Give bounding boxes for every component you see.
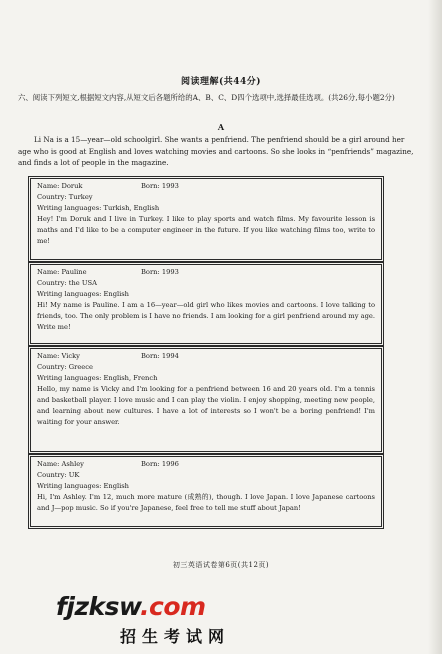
section-title: 阅读理解(共44分) [180, 77, 262, 87]
profile-name: Name: Ashley [37, 460, 84, 468]
watermark-subtitle: 招生考试网 [120, 627, 231, 646]
profile-country: Country: the USA [37, 279, 97, 287]
profile-card-vicky [30, 348, 382, 452]
profile-born: Born: 1996 [141, 460, 179, 468]
passage-letter: A [217, 122, 225, 132]
profile-text: Hey! I'm Doruk and I live in Turkey. I like to play sports and watch films. My favourite lesson is maths and I'd like to be a computer engineer in the future. If you like watching films too, write to me! [37, 215, 375, 245]
profile-country: Country: Turkey [37, 193, 93, 201]
profile-header [37, 267, 375, 278]
profile-card-doruk [30, 178, 382, 260]
profile-text: Hi! My name is Pauline. I am a 16—year—old girl who likes movies and cartoons. I love talking to friends, too. The only problem is I have no friends. I am looking for a girl penfriend around my age. Write me! [37, 301, 375, 331]
profile-country: Country: UK [37, 471, 80, 479]
profile-born: Born: 1994 [141, 352, 179, 360]
profile-header [37, 181, 375, 192]
profile-text: Hello, my name is Vicky and I'm looking for a penfriend between 16 and 20 years old. I'm a tennis and basketball player. I love music and I can play the violin. I enjoy shopping, meeting new people, and learning about new cultures. I have a lot of interests so I won't be a boring penfriend! I'm waiting for your answer. [37, 385, 375, 426]
profile-languages: Writing languages: English, French [37, 374, 158, 382]
profile-name: Name: Pauline [37, 268, 87, 276]
profile-born: Born: 1993 [141, 182, 179, 190]
profile-born: Born: 1993 [141, 268, 179, 276]
profile-header [37, 351, 375, 362]
profile-name: Name: Doruk [37, 182, 83, 190]
passage-intro: Li Na is a 15—year—old schoolgirl. She wants a penfriend. The penfriend should be a girl around her age who is good at English and loves watching movies and cartoons. So she looks in “penfriends” magazine, and finds a lot of people in the magazine. [18, 135, 414, 167]
profile-header [37, 459, 375, 470]
watermark-logo [56, 592, 206, 621]
profile-card-ashley [30, 456, 382, 527]
profile-text: Hi, I'm Ashley. I'm 12, much more mature (成熟的), though. I love Japan. I love Japanese cartoons and J—pop music. So if you're Japanese, feel free to tell me stuff about Japan! [37, 493, 375, 512]
watermark-logo-tld: .com [140, 592, 206, 621]
profile-country: Country: Greece [37, 363, 93, 371]
profile-card-pauline [30, 264, 382, 344]
site-watermark [0, 592, 442, 654]
question-instruction: 六、阅读下列短文,根据短文内容,从短文后各题所给的A、B、C、D四个选项中,选择最佳选项。(共26分,每小题2分) [18, 93, 395, 102]
profile-languages: Writing languages: Turkish, English [37, 204, 160, 212]
profile-name: Name: Vicky [37, 352, 80, 360]
profile-languages: Writing languages: English [37, 290, 129, 298]
profile-languages: Writing languages: English [37, 482, 129, 490]
page-footer: 初三英语试卷第6页(共12页) [172, 561, 270, 569]
watermark-logo-main: fjzksw [56, 592, 140, 621]
